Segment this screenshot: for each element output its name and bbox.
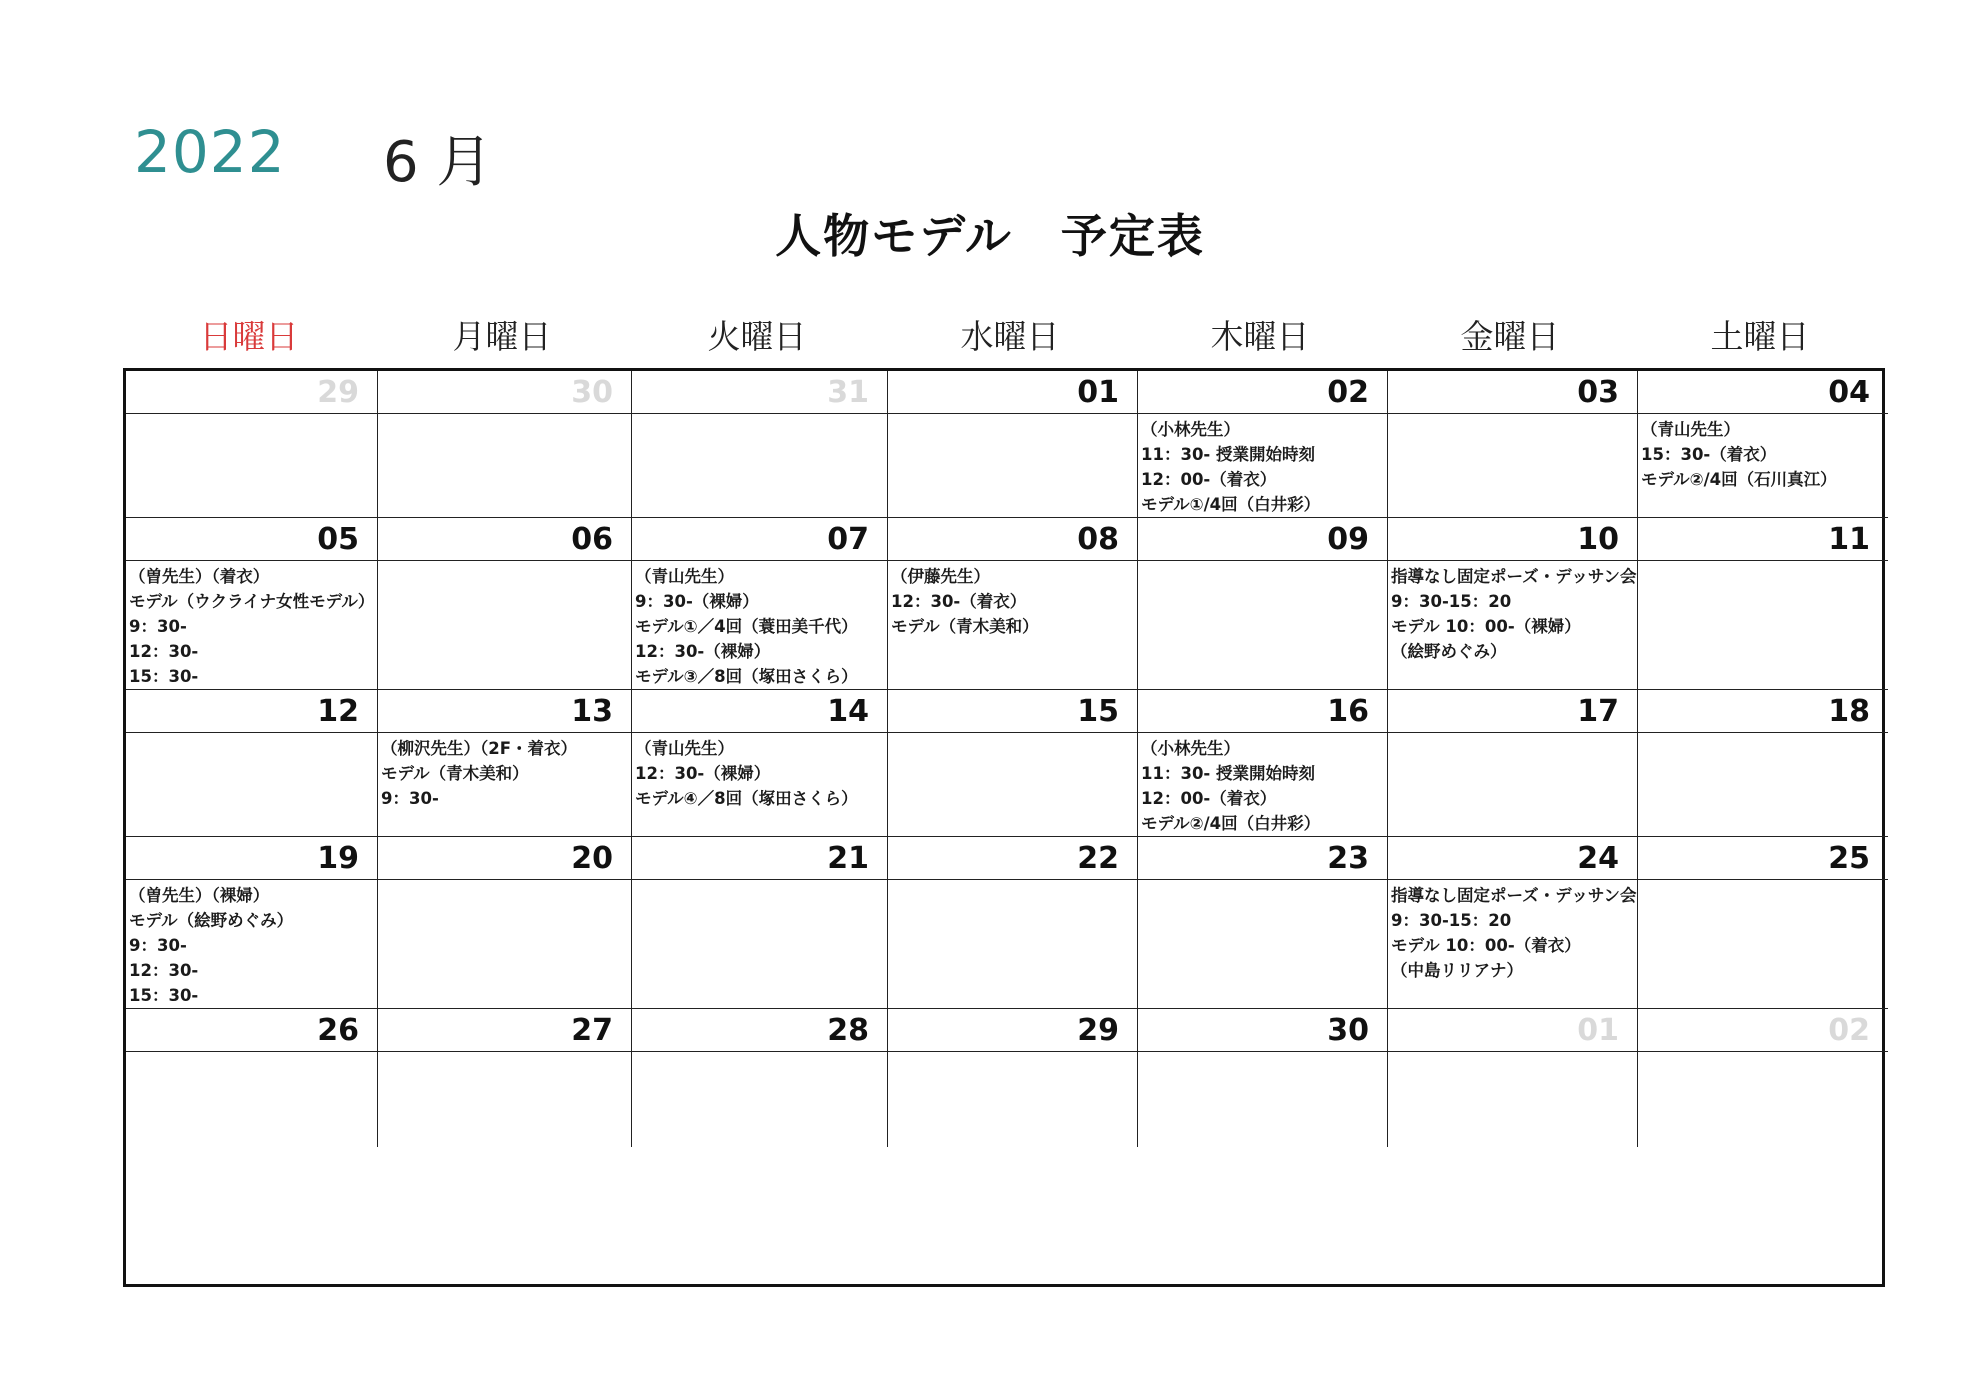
day-number: 26 <box>126 1009 377 1052</box>
day-number: 12 <box>126 690 377 733</box>
day-number: 04 <box>1638 371 1888 414</box>
schedule-line: 9：30- <box>381 789 439 808</box>
day-number: 25 <box>1638 837 1888 880</box>
schedule-line: モデル 10：00-（裸婦） <box>1391 617 1581 636</box>
day-number: 05 <box>126 518 377 561</box>
schedule-line: モデル（ウクライナ女性モデル） <box>129 592 375 611</box>
calendar-day-cell <box>1138 1009 1388 1147</box>
schedule-line: 9：30-（裸婦） <box>635 592 759 611</box>
weekday-saturday: 土曜日 <box>1710 317 1810 356</box>
calendar-day-cell <box>1388 837 1638 1009</box>
schedule-line: （絵野めぐみ） <box>1391 642 1507 661</box>
day-number: 29 <box>888 1009 1137 1052</box>
schedule-line: 11：30- 授業開始時刻 <box>1141 764 1316 783</box>
calendar-day-cell <box>1138 690 1388 837</box>
schedule-line: 9：30- <box>129 936 187 955</box>
schedule-line: 15：30- <box>129 986 199 1005</box>
day-number-other-month: 30 <box>378 371 631 414</box>
weekday-monday: 月曜日 <box>452 317 552 356</box>
weekday-tuesday: 火曜日 <box>707 317 807 356</box>
day-schedule <box>378 733 631 811</box>
day-schedule <box>378 414 631 417</box>
day-schedule <box>1388 1052 1637 1055</box>
day-schedule <box>1388 733 1637 736</box>
calendar-day-cell <box>888 371 1138 518</box>
calendar-day-cell <box>1138 371 1388 518</box>
schedule-line: （青山先生） <box>1641 420 1740 439</box>
schedule-line: 15：30- <box>129 667 199 686</box>
schedule-line: モデル（青木美和） <box>891 617 1039 636</box>
schedule-line: （伊藤先生） <box>891 567 990 586</box>
page-title: 人物モデル 予定表 <box>775 209 1205 263</box>
day-schedule <box>888 880 1137 883</box>
calendar-day-cell <box>632 518 888 690</box>
day-number: 15 <box>888 690 1137 733</box>
day-number-other-month: 02 <box>1638 1009 1888 1052</box>
day-schedule <box>126 561 377 689</box>
schedule-line: モデル（絵野めぐみ） <box>129 911 294 930</box>
day-number: 18 <box>1638 690 1888 733</box>
day-schedule <box>632 561 887 689</box>
calendar-day-cell <box>126 837 378 1009</box>
weekday-friday: 金曜日 <box>1460 317 1560 356</box>
schedule-line: 11：30- 授業開始時刻 <box>1141 445 1316 464</box>
day-number: 06 <box>378 518 631 561</box>
schedule-line: 9：30-15：20 <box>1391 592 1512 611</box>
schedule-line: 指導なし固定ポーズ・デッサン会 <box>1391 886 1637 905</box>
schedule-line: （曽先生）（着衣） <box>129 567 270 586</box>
day-number: 24 <box>1388 837 1637 880</box>
day-schedule <box>1138 1052 1387 1055</box>
day-schedule <box>1638 880 1888 883</box>
day-number: 19 <box>126 837 377 880</box>
calendar-day-cell <box>632 1009 888 1147</box>
day-schedule <box>888 561 1137 639</box>
schedule-line: （小林先生） <box>1141 420 1240 439</box>
day-number: 07 <box>632 518 887 561</box>
day-schedule <box>1638 733 1888 736</box>
calendar-day-cell <box>1388 371 1638 518</box>
day-number-other-month: 31 <box>632 371 887 414</box>
day-schedule <box>1638 561 1888 564</box>
schedule-line: （青山先生） <box>635 567 734 586</box>
weekday-header-row <box>123 312 1885 362</box>
calendar-day-cell <box>378 371 632 518</box>
schedule-line: 12：00-（着衣） <box>1141 789 1277 808</box>
schedule-line: 12：30-（裸婦） <box>635 642 771 661</box>
day-number-other-month: 29 <box>126 371 377 414</box>
day-schedule <box>632 733 887 811</box>
day-schedule <box>632 1052 887 1055</box>
day-schedule <box>1138 414 1387 517</box>
calendar-day-cell <box>1138 837 1388 1009</box>
calendar-day-cell <box>126 371 378 518</box>
calendar-year: 2022 <box>134 118 286 186</box>
day-schedule <box>1138 733 1387 836</box>
schedule-line: モデル（青木美和） <box>381 764 529 783</box>
calendar-day-cell <box>888 518 1138 690</box>
schedule-line: モデル④／8回（塚田さくら） <box>635 789 858 808</box>
calendar-day-cell <box>126 690 378 837</box>
day-schedule <box>632 414 887 417</box>
day-number: 17 <box>1388 690 1637 733</box>
day-number: 08 <box>888 518 1137 561</box>
calendar-day-cell <box>632 371 888 518</box>
day-number: 21 <box>632 837 887 880</box>
calendar-day-cell <box>378 837 632 1009</box>
weekday-sunday: 日曜日 <box>199 317 299 356</box>
schedule-line: 9：30- <box>129 617 187 636</box>
day-number: 30 <box>1138 1009 1387 1052</box>
day-schedule <box>1138 880 1387 883</box>
schedule-line: 12：00-（着衣） <box>1141 470 1277 489</box>
calendar-day-cell <box>1388 690 1638 837</box>
day-schedule <box>888 414 1137 417</box>
weekday-wednesday: 水曜日 <box>960 317 1060 356</box>
day-schedule <box>378 880 631 883</box>
schedule-line: モデル 10：00-（着衣） <box>1391 936 1581 955</box>
schedule-line: （柳沢先生）（2F・着衣） <box>381 739 578 758</box>
schedule-line: 12：30-（裸婦） <box>635 764 771 783</box>
calendar-day-cell <box>126 1009 378 1147</box>
day-number: 16 <box>1138 690 1387 733</box>
calendar-day-cell <box>1388 518 1638 690</box>
day-schedule <box>888 1052 1137 1055</box>
day-schedule <box>126 733 377 736</box>
calendar-day-cell <box>888 1009 1138 1147</box>
schedule-line: 指導なし固定ポーズ・デッサン会 <box>1391 567 1637 586</box>
schedule-line: 12：30- <box>129 961 199 980</box>
day-schedule <box>1388 414 1637 417</box>
schedule-line: （中島リリアナ） <box>1391 961 1523 980</box>
day-schedule <box>378 1052 631 1055</box>
day-number: 20 <box>378 837 631 880</box>
calendar-day-cell <box>888 690 1138 837</box>
day-schedule <box>378 561 631 564</box>
schedule-line: （曽先生）（裸婦） <box>129 886 270 905</box>
calendar-day-cell <box>1638 837 1888 1009</box>
calendar-day-cell <box>126 518 378 690</box>
schedule-line: モデル②/4回（白井彩） <box>1141 814 1321 833</box>
day-schedule <box>1388 561 1637 664</box>
weekday-thursday: 木曜日 <box>1210 317 1310 356</box>
day-number: 02 <box>1138 371 1387 414</box>
calendar-day-cell <box>378 1009 632 1147</box>
day-schedule <box>1638 1052 1888 1055</box>
calendar-day-cell <box>1638 1009 1888 1147</box>
calendar-day-cell <box>888 837 1138 1009</box>
schedule-line: 9：30-15：20 <box>1391 911 1512 930</box>
calendar-grid <box>123 368 1885 1287</box>
schedule-line: モデル②/4回（石川真江） <box>1641 470 1837 489</box>
day-number: 14 <box>632 690 887 733</box>
day-schedule <box>126 1052 377 1055</box>
calendar-day-cell <box>1388 1009 1638 1147</box>
calendar-day-cell <box>378 690 632 837</box>
day-schedule <box>632 880 887 883</box>
day-number: 03 <box>1388 371 1637 414</box>
schedule-line: モデル①/4回（白井彩） <box>1141 495 1321 514</box>
calendar-month: 6 月 <box>383 130 493 195</box>
day-number: 11 <box>1638 518 1888 561</box>
day-number: 27 <box>378 1009 631 1052</box>
day-number: 13 <box>378 690 631 733</box>
schedule-line: 12：30-（着衣） <box>891 592 1027 611</box>
day-number: 23 <box>1138 837 1387 880</box>
day-number-other-month: 01 <box>1388 1009 1637 1052</box>
day-number: 09 <box>1138 518 1387 561</box>
calendar-day-cell <box>1138 518 1388 690</box>
calendar-day-cell <box>1638 371 1888 518</box>
calendar-day-cell <box>632 837 888 1009</box>
schedule-line: 12：30- <box>129 642 199 661</box>
schedule-line: 15：30-（着衣） <box>1641 445 1777 464</box>
schedule-line: モデル③／8回（塚田さくら） <box>635 667 858 686</box>
day-schedule <box>1638 414 1888 492</box>
schedule-line: （小林先生） <box>1141 739 1240 758</box>
day-number: 28 <box>632 1009 887 1052</box>
schedule-line: （青山先生） <box>635 739 734 758</box>
calendar-day-cell <box>378 518 632 690</box>
day-number: 22 <box>888 837 1137 880</box>
schedule-line: モデル①／4回（蓑田美千代） <box>635 617 858 636</box>
calendar-day-cell <box>1638 518 1888 690</box>
day-number: 10 <box>1388 518 1637 561</box>
calendar-day-cell <box>632 690 888 837</box>
day-schedule <box>126 414 377 417</box>
day-schedule <box>1388 880 1637 983</box>
day-schedule <box>888 733 1137 736</box>
day-schedule <box>126 880 377 1008</box>
day-number: 01 <box>888 371 1137 414</box>
day-schedule <box>1138 561 1387 564</box>
calendar-day-cell <box>1638 690 1888 837</box>
